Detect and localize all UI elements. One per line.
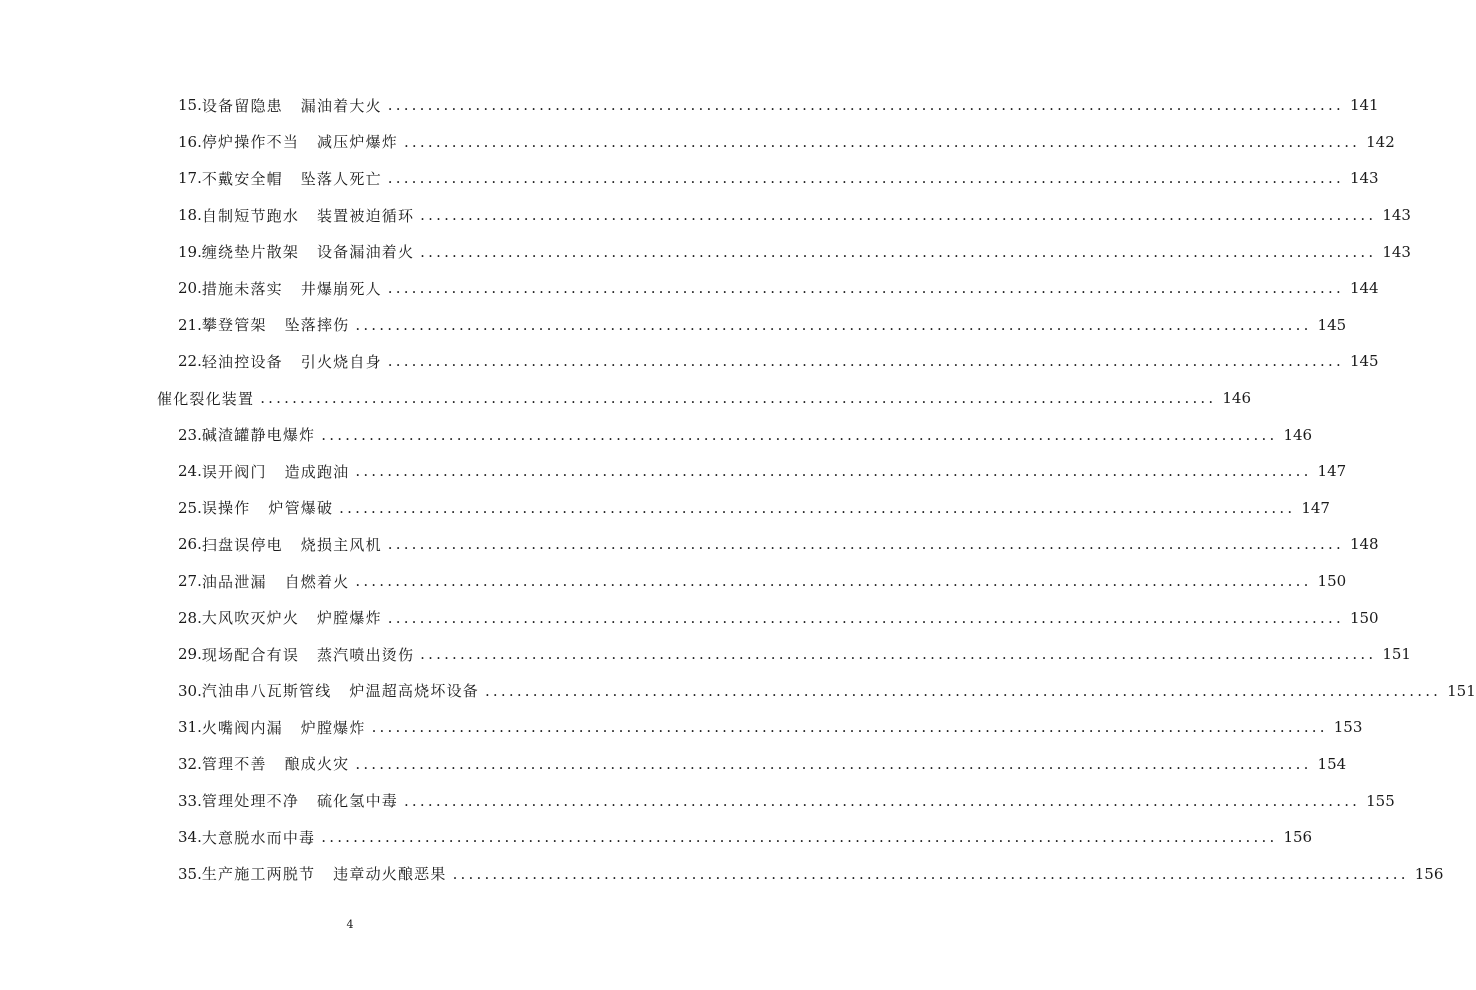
toc-entry[interactable] — [0, 307, 1347, 344]
toc-dot-leader: ........................................................................................................................ — [420, 206, 1377, 225]
toc-entry[interactable] — [0, 233, 1411, 270]
toc-entry-number: 24. — [178, 462, 202, 481]
toc-entry-page: 143 — [1382, 206, 1411, 225]
toc-dot-leader: ........................................................................................................................ — [403, 791, 1361, 810]
toc-dot-leader: ........................................................................................................................ — [387, 169, 1344, 188]
toc-entry[interactable] — [0, 197, 1411, 234]
toc-section-entry[interactable] — [0, 380, 1252, 417]
toc-entry[interactable] — [0, 124, 1395, 161]
toc-entry-number: 16. — [178, 132, 202, 151]
toc-dot-leader: ........................................................................................................................ — [387, 535, 1344, 554]
toc-entry-page: 143 — [1382, 242, 1411, 261]
toc-entry-number: 31. — [178, 718, 202, 737]
toc-entry[interactable] — [0, 746, 1347, 783]
toc-entry-number: 15. — [178, 96, 202, 115]
toc-dot-leader: ........................................................................................................................ — [420, 645, 1377, 664]
toc-entry-number: 28. — [178, 608, 202, 627]
toc-entry-page: 155 — [1366, 791, 1395, 810]
toc-entry-number: 18. — [178, 206, 202, 225]
toc-entry[interactable] — [0, 855, 1444, 892]
toc-entry[interactable] — [0, 343, 1379, 380]
toc-entry-title: 生产施工两脱节 违章动火酿恶果 — [201, 865, 447, 884]
toc-entry[interactable] — [0, 673, 1476, 710]
toc-entry[interactable] — [0, 599, 1379, 636]
toc-entry-title: 攀登管架 坠落摔伤 — [201, 316, 350, 335]
toc-entry-number: 33. — [178, 791, 202, 810]
toc-entry-title: 不戴安全帽 坠落人死亡 — [201, 169, 382, 188]
toc-dot-leader: ........................................................................................................................ — [403, 132, 1361, 151]
toc-dot-leader: ........................................................................................................................ — [339, 498, 1296, 517]
toc-dot-leader: ........................................................................................................................ — [387, 352, 1344, 371]
toc-entry-title: 缠绕垫片散架 设备漏油着火 — [201, 243, 415, 262]
toc-entry[interactable] — [0, 490, 1330, 527]
toc-entry[interactable] — [0, 270, 1379, 307]
toc-entry-title: 油品泄漏 自燃着火 — [201, 572, 350, 591]
toc-entry-page: 146 — [1283, 425, 1313, 444]
toc-entry-title: 管理处理不净 硫化氢中毒 — [201, 792, 398, 811]
toc-dot-leader: ........................................................................................................................ — [387, 608, 1344, 627]
toc-entry-title: 管理不善 酿成火灾 — [201, 755, 350, 774]
toc-entry-title: 误开阀门 造成跑油 — [201, 462, 350, 481]
toc-entry-page: 145 — [1317, 315, 1347, 334]
toc-entry-page: 147 — [1317, 462, 1347, 481]
toc-dot-leader: ........................................................................................................................ — [387, 279, 1344, 298]
toc-entry-title: 误操作 炉管爆破 — [201, 499, 334, 518]
toc-dot-leader: ........................................................................................................................ — [355, 315, 1312, 334]
toc-entry-title: 自制短节跑水 装置被迫循环 — [201, 206, 415, 225]
toc-entry[interactable] — [0, 416, 1313, 453]
table-of-contents — [0, 87, 1476, 892]
toc-dot-leader: ........................................................................................................................ — [355, 754, 1312, 773]
toc-entry-title: 设备留隐患 漏油着大火 — [201, 96, 382, 115]
toc-entry-page: 147 — [1301, 498, 1330, 517]
toc-entry-page: 146 — [1222, 389, 1252, 408]
toc-entry-page: 142 — [1366, 132, 1395, 151]
toc-entry-number: 23. — [178, 425, 202, 444]
toc-entry-number: 20. — [178, 279, 202, 298]
toc-entry-title: 火嘴阀内漏 炉膛爆炸 — [201, 718, 366, 737]
toc-entry-page: 148 — [1349, 535, 1379, 554]
toc-entry-title: 大意脱水而中毒 — [201, 828, 316, 847]
toc-entry-number: 19. — [178, 242, 202, 261]
toc-entry[interactable] — [0, 87, 1379, 124]
toc-entry[interactable] — [0, 526, 1379, 563]
toc-entry-title: 停炉操作不当 减压炉爆炸 — [201, 133, 398, 152]
toc-entry-title: 大风吹灭炉火 炉膛爆炸 — [201, 609, 382, 628]
toc-entry[interactable] — [0, 709, 1363, 746]
toc-entry-number: 22. — [178, 352, 202, 371]
toc-entry-title: 现场配合有误 蒸汽喷出烫伤 — [201, 645, 415, 664]
toc-entry[interactable] — [0, 160, 1379, 197]
toc-dot-leader: ........................................................................................................................ — [371, 718, 1328, 737]
toc-entry-page: 156 — [1414, 864, 1444, 883]
toc-entry[interactable] — [0, 819, 1313, 856]
toc-entry-number: 35. — [178, 864, 202, 883]
toc-entry-number: 27. — [178, 572, 202, 591]
toc-entry-title: 扫盘误停电 烧损主风机 — [201, 535, 382, 554]
toc-dot-leader: ........................................................................................................................ — [260, 389, 1217, 408]
toc-dot-leader: ........................................................................................................................ — [484, 681, 1442, 700]
toc-entry-number: 30. — [178, 681, 202, 700]
toc-entry[interactable] — [0, 453, 1347, 490]
toc-entry-title: 汽油串八瓦斯管线 炉温超高烧坏设备 — [201, 682, 479, 701]
toc-dot-leader: ........................................................................................................................ — [321, 425, 1278, 444]
toc-entry-page: 150 — [1317, 572, 1347, 591]
toc-entry-number: 34. — [178, 828, 202, 847]
toc-dot-leader: ........................................................................................................................ — [355, 572, 1312, 591]
toc-entry-page: 141 — [1349, 96, 1379, 115]
toc-entry-title: 碱渣罐静电爆炸 — [201, 426, 316, 445]
toc-dot-leader: ........................................................................................................................ — [321, 828, 1278, 847]
toc-entry-title: 轻油控设备 引火烧自身 — [201, 352, 382, 371]
toc-dot-leader: ........................................................................................................................ — [452, 864, 1409, 883]
toc-entry-number: 21. — [178, 315, 202, 334]
toc-entry-page: 145 — [1349, 352, 1379, 371]
toc-entry-page: 156 — [1283, 828, 1313, 847]
toc-entry-title: 催化裂化装置 — [157, 389, 255, 408]
toc-entry-number: 17. — [178, 169, 202, 188]
toc-entry-number: 26. — [178, 535, 202, 554]
toc-entry-page: 150 — [1349, 608, 1379, 627]
toc-entry-page: 143 — [1349, 169, 1379, 188]
toc-dot-leader: ........................................................................................................................ — [420, 242, 1377, 261]
toc-entry-page: 154 — [1317, 754, 1347, 773]
toc-entry[interactable] — [0, 636, 1411, 673]
toc-entry-page: 151 — [1447, 681, 1476, 700]
toc-entry-number: 25. — [178, 498, 202, 517]
page-number: 4 — [346, 918, 354, 931]
toc-entry-title: 措施未落实 井爆崩死人 — [201, 279, 382, 298]
toc-entry-number: 32. — [178, 754, 202, 773]
toc-entry-number: 29. — [178, 645, 202, 664]
toc-dot-leader: ........................................................................................................................ — [355, 462, 1312, 481]
toc-entry-page: 153 — [1333, 718, 1363, 737]
toc-entry-page: 151 — [1382, 645, 1411, 664]
toc-entry[interactable] — [0, 563, 1347, 600]
toc-entry[interactable] — [0, 782, 1395, 819]
toc-entry-page: 144 — [1349, 279, 1379, 298]
toc-dot-leader: ........................................................................................................................ — [387, 96, 1344, 115]
